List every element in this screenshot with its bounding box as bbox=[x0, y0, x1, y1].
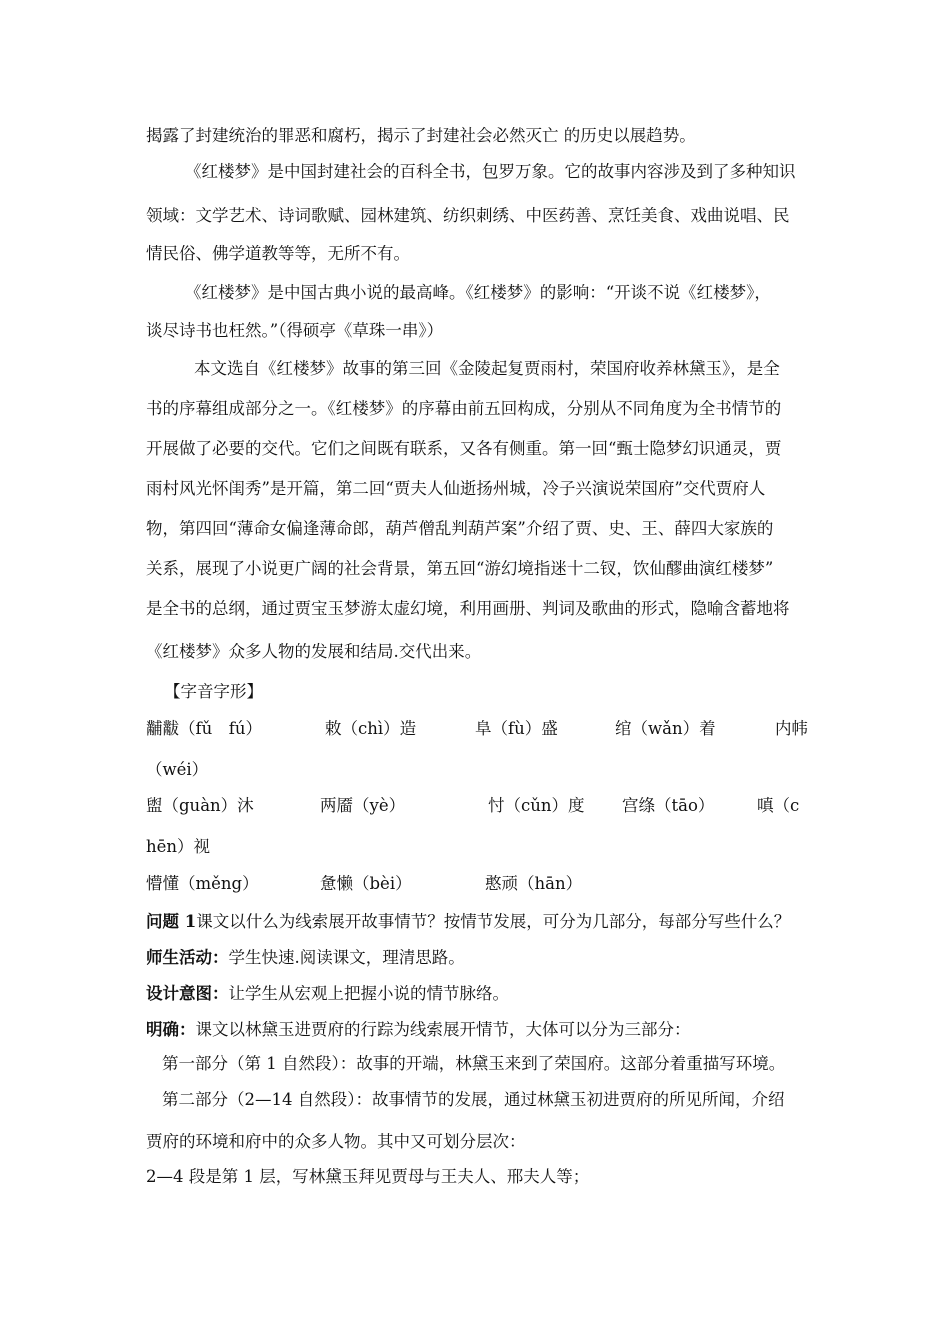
paragraph-line: 揭露了封建统治的罪恶和腐朽，揭示了封建社会必然灭亡 的历史以展趋势。 bbox=[146, 126, 696, 145]
design-text: 让学生从宏观上把握小说的情节脉络。 bbox=[228, 984, 509, 1003]
question-line bbox=[146, 911, 950, 933]
vocab-item: 惫懒（bèi） bbox=[320, 874, 412, 893]
vocab-item: 内帏 bbox=[775, 719, 808, 738]
vocab-item: 黼黻（fǔ fú） bbox=[146, 719, 262, 738]
section-title: 【字音字形】 bbox=[164, 682, 263, 701]
vocab-item: 宫绦（tāo） bbox=[622, 796, 715, 815]
question-label: 问题 1 bbox=[146, 912, 197, 931]
paragraph-line: 开展做了必要的交代。它们之间既有联系，又各有侧重。第一回“甄士隐梦幻识通灵，贾 bbox=[146, 439, 782, 458]
paragraph-line: 物，第四回“薄命女偏逢薄命郎，葫芦僧乱判葫芦案”介绍了贾、史、王、薛四大家族的 bbox=[146, 519, 774, 538]
clarify-label: 明确： bbox=[146, 1020, 196, 1039]
paragraph-line: 谈尽诗书也枉然。”（得硕亭《草珠一串》） bbox=[146, 321, 444, 340]
vocab-item: 憨顽（hān） bbox=[485, 874, 583, 893]
vocab-item: （wéi） bbox=[146, 760, 209, 779]
paragraph-line: 关系，展现了小说更广阔的社会背景，第五回“游幻境指迷十二钗，饮仙醪曲演红楼梦” bbox=[146, 559, 774, 578]
vocab-item: hēn）视 bbox=[146, 837, 211, 856]
paragraph-line: 书的序幕组成部分之一。《红楼梦》的序幕由前五回构成，分别从不同角度为全书情节的 bbox=[146, 399, 782, 418]
activity-text: 学生快速.阅读课文，理清思路。 bbox=[228, 948, 465, 967]
vocab-item: 两靥（yè） bbox=[320, 796, 406, 815]
vocab-item: 懵懂（měng） bbox=[146, 874, 259, 893]
clarify-text: 课文以林黛玉进贾府的行踪为线索展开情节，大体可以分为三部分： bbox=[195, 1020, 691, 1039]
paragraph-line: 第二部分（2—14 自然段）：故事情节的发展，通过林黛玉初进贾府的所见所闻，介绍 bbox=[162, 1090, 785, 1109]
question-text: 课文以什么为线索展开故事情节？按情节发展，可分为几部分，每部分写些什么？ bbox=[196, 912, 791, 931]
paragraph-line: 本文选自《红楼梦》故事的第三回《金陵起复贾雨村，荣国府收养林黛玉》，是全 bbox=[194, 359, 780, 378]
vocab-item: 敕（chì）造 bbox=[325, 719, 417, 738]
paragraph-line: 《红楼梦》是中国封建社会的百科全书，包罗万象。它的故事内容涉及到了多种知识 bbox=[185, 162, 796, 181]
clarify-line bbox=[146, 1019, 950, 1041]
paragraph-line: 贾府的环境和府中的众多人物。其中又可划分层次： bbox=[146, 1132, 526, 1151]
paragraph-line: 领域：文学艺术、诗词歌赋、园林建筑、纺织刺绣、中医药善、烹饪美食、戏曲说唱、民 bbox=[146, 206, 790, 225]
design-label: 设计意图： bbox=[146, 984, 229, 1003]
vocab-item: 绾（wǎn）着 bbox=[615, 719, 716, 738]
paragraph-line: 雨村风光怀闺秀”是开篇，第二回“贾夫人仙逝扬州城，冷子兴演说荣国府”交代贾府人 bbox=[146, 479, 766, 498]
vocab-item: 阜（fù）盛 bbox=[475, 719, 558, 738]
paragraph-line: 《红楼梦》众多人物的发展和结局.交代出来。 bbox=[146, 642, 482, 661]
activity-line bbox=[146, 947, 950, 969]
activity-label: 师生活动： bbox=[146, 948, 229, 967]
paragraph-line: 第一部分（第 1 自然段）：故事的开端，林黛玉来到了荣国府。这部分着重描写环境。 bbox=[162, 1054, 786, 1073]
vocab-item: 盥（guàn）沐 bbox=[146, 796, 254, 815]
paragraph-line: 2—4 段是第 1 层，写林黛玉拜见贾母与王夫人、邢夫人等； bbox=[146, 1167, 590, 1186]
vocab-item: 忖（cǔn）度 bbox=[488, 796, 585, 815]
vocab-item: 嗔（c bbox=[757, 796, 800, 815]
paragraph-line: 《红楼梦》是中国古典小说的最高峰。《红楼梦》的影响：“开谈不说《红楼梦》， bbox=[185, 283, 771, 302]
paragraph-line: 是全书的总纲，通过贾宝玉梦游太虚幻境，利用画册、判词及歌曲的形式，隐喻含蓄地将 bbox=[146, 599, 790, 618]
design-line bbox=[146, 983, 950, 1005]
paragraph-line: 情民俗、佛学道教等等，无所不有。 bbox=[146, 244, 410, 263]
